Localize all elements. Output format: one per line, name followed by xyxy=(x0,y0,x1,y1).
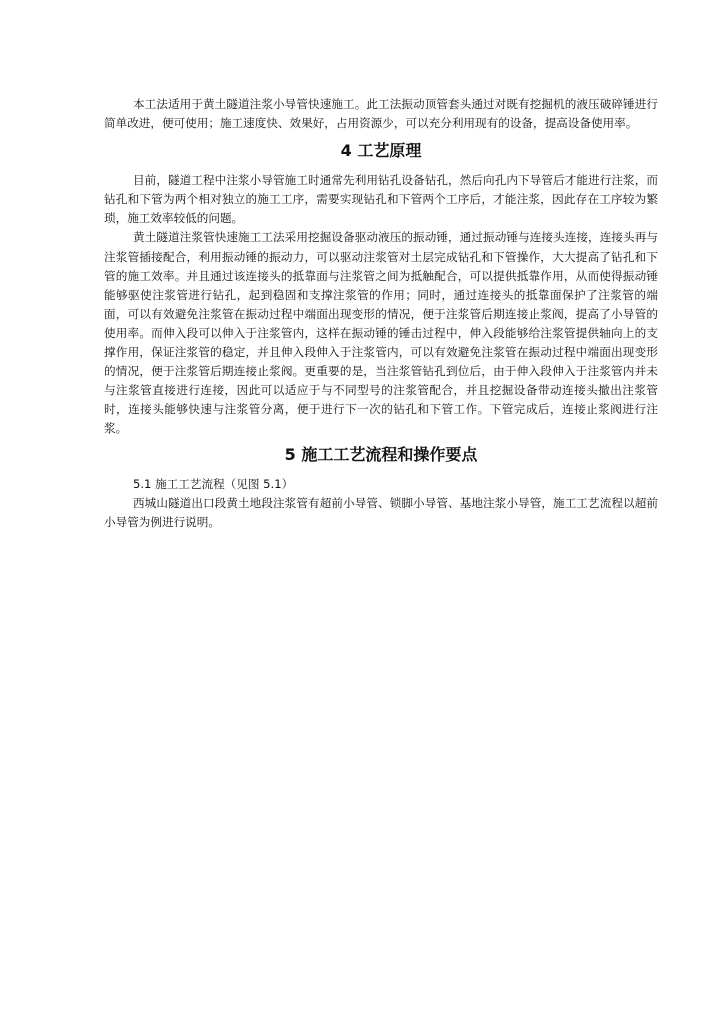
intro-paragraph: 本工法适用于黄土隧道注浆小导管快速施工。此工法振动顶管套头通过对既有挖掘机的液压破碎锤进行简单改进，便可使用；施工速度快、效果好，占用资源少，可以充分利用现有的设备，提高设备使用率。 xyxy=(104,97,658,131)
section-5-paragraph: 西城山隧道出口段黄土地段注浆管有超前小导管、锁脚小导管、基地注浆小导管，施工工艺流程以超前小导管为例进行说明。 xyxy=(104,495,658,529)
section-4-paragraph-1: 目前，隧道工程中注浆小导管施工时通常先利用钻孔设备钻孔，然后向孔内下导管后才能进行注浆，而钻孔和下管为两个相对独立的施工工序，需要实现钻孔和下管两个工序后，才能注浆，因此存在工序较为繁琐，施工效率较低的问题。 xyxy=(104,173,658,226)
section-4-paragraph-2: 黄土隧道注浆管快速施工工法采用挖掘设备驱动液压的振动锤，通过振动锤与连接头连接，连接头再与注浆管插接配合，利用振动锤的振动力，可以驱动注浆管对土层完成钻孔和下管操作，大大提高了钻孔和下管的施工效率。并且通过该连接头的抵靠面与注浆管之间为抵触配合，可以提供抵靠作用，从而使得振动锤能够驱使注浆管进行钻孔，起到稳固和支撑注浆管的作用；同时，通过连接头的抵靠面保护了注浆管的端面，可以有效避免注浆管在振动过程中端面出现变形的情况，便于注浆管后期连接止浆阀，提高了小导管的使用率。而伸入段可以伸入于注浆管内，这样在振动锤的锤击过程中，伸入段能够给注浆管提供轴向上的支撑作用，保证注浆管的稳定，并且伸入段伸入于注浆管内，可以有效避免注浆管在振动过程中端面出现变形的情况，便于注浆管后期连接止浆阀。更重要的是，当注浆管钻孔到位后，由于伸入段伸入于注浆管内并未与注浆管直接进行连接，因此可以适应于与不同型号的注浆管配合，并且挖掘设备带动连接头撤出注浆管时，连接头能够快速与注浆管分离，便于进行下一次的钻孔和下管工作。下管完成后，连接止浆阀进行注浆。 xyxy=(104,230,658,436)
section-4-heading: 4 工艺原理 xyxy=(340,141,422,161)
section-5-heading: 5 施工工艺流程和操作要点 xyxy=(284,444,478,464)
section-5-1-subtitle: 5.1 施工工艺流程（见图 5.1） xyxy=(133,476,294,491)
